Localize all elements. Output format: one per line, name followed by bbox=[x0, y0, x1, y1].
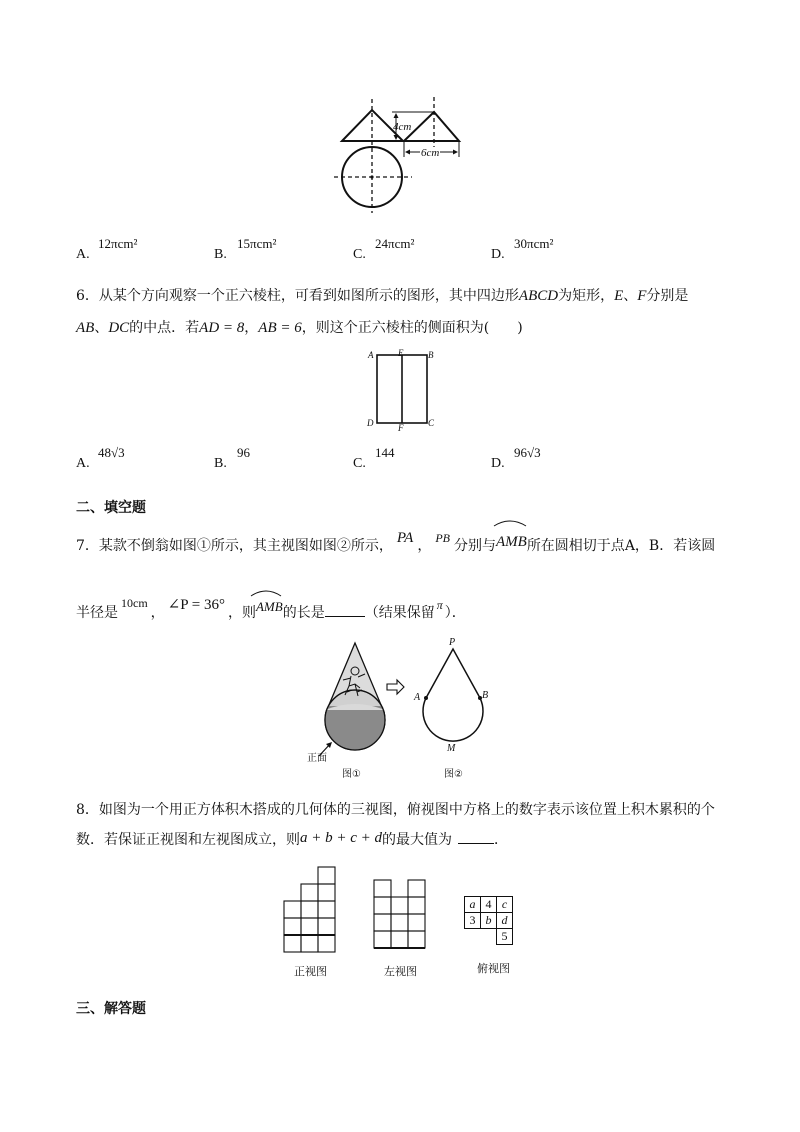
top-cell-5: 5 bbox=[497, 929, 513, 945]
q7-arc-amb-2: AMB bbox=[255, 599, 283, 614]
q5-height-label: 4cm bbox=[393, 121, 412, 133]
q5-option-b-value: 15πcm² bbox=[237, 236, 277, 251]
q8-stem-line2: 数．若保证正视图和左视图成立，则a + b + c + d的最大值为 ． bbox=[76, 830, 509, 848]
top-cell-3: 3 bbox=[465, 913, 481, 929]
q7-label-a: A bbox=[414, 692, 421, 703]
q6-option-b-letter: B. bbox=[214, 456, 227, 471]
q6-option-a-value: 48√3 bbox=[98, 445, 125, 460]
q5-option-d-letter: D. bbox=[491, 247, 505, 262]
q8-left-view bbox=[372, 878, 428, 955]
top-cell-b: b bbox=[481, 913, 497, 929]
q5-option-d-value: 30πcm² bbox=[514, 236, 554, 251]
q8-top-view-grid bbox=[464, 896, 513, 945]
top-cell-empty-1 bbox=[465, 929, 481, 945]
q6-rectangle-figure bbox=[375, 352, 431, 426]
top-cell-a: a bbox=[465, 897, 481, 913]
q6-label-a: A bbox=[368, 350, 374, 360]
q6-option-a-letter: A. bbox=[76, 456, 90, 471]
top-cell-4: 4 bbox=[481, 897, 497, 913]
q7-label-b: B bbox=[482, 690, 489, 701]
q7-front-label: 正面 bbox=[307, 753, 327, 764]
q8-front-view bbox=[282, 865, 338, 955]
q5-width-label: 6cm bbox=[421, 147, 440, 159]
q8-top-caption: 俯视图 bbox=[477, 962, 510, 975]
q7-arc-amb-1: AMB bbox=[495, 534, 527, 550]
q7-arc-mark-1 bbox=[493, 519, 527, 527]
top-cell-d: d bbox=[497, 913, 513, 929]
q8-front-caption: 正视图 bbox=[294, 965, 327, 978]
q5-option-c-value: 24πcm² bbox=[375, 236, 415, 251]
q5-option-b-letter: B. bbox=[214, 247, 227, 262]
q6-option-c-letter: C. bbox=[353, 456, 366, 471]
q7-answer-blank[interactable] bbox=[325, 616, 365, 617]
top-cell-empty-2 bbox=[481, 929, 497, 945]
section-fill-in-heading: 二、填空题 bbox=[76, 500, 146, 516]
q6-option-b-value: 96 bbox=[237, 445, 250, 460]
q6-label-f: F bbox=[398, 423, 404, 433]
top-cell-c: c bbox=[497, 897, 513, 913]
q7-stem-line1: 7．某款不倒翁如图①所示，其主视图如图②所示， PA ， PB 分别与AMB所在圆相切于点A，B．若该圆 bbox=[76, 530, 716, 554]
q6-label-b: B bbox=[428, 350, 434, 360]
q6-label-e: E bbox=[398, 348, 404, 358]
q6-stem-line2: AB、DC的中点．若AD = 8，AB = 6，则这个正六棱柱的侧面积为( ) bbox=[76, 320, 523, 336]
q5-option-c-letter: C. bbox=[353, 247, 366, 262]
q6-stem-line1: 6．从某个方向观察一个正六棱柱，可看到如图所示的图形，其中四边形ABCD为矩形，E、F分别是 bbox=[76, 288, 689, 304]
q5-figure bbox=[330, 95, 465, 215]
q6-option-c-value: 144 bbox=[375, 445, 395, 460]
q6-label-d: D bbox=[367, 418, 374, 428]
q8-answer-blank[interactable] bbox=[458, 843, 494, 844]
q8-left-caption: 左视图 bbox=[384, 965, 417, 978]
q7-label-p: P bbox=[449, 637, 456, 648]
q7-label-m: M bbox=[447, 743, 456, 754]
q6-label-c: C bbox=[428, 418, 435, 428]
q8-stem-line1: 8．如图为一个用正方体积木搭成的几何体的三视图，俯视图中方格上的数字表示该位置上积木累积的个 bbox=[76, 802, 715, 818]
q7-caption-2: 图② bbox=[444, 769, 463, 780]
q7-caption-1: 图① bbox=[342, 769, 361, 780]
section-answer-heading: 三、解答题 bbox=[76, 1001, 146, 1017]
q6-option-d-value: 96√3 bbox=[514, 445, 541, 460]
q6-option-d-letter: D. bbox=[491, 456, 505, 471]
q7-tumbler-figure bbox=[305, 640, 405, 765]
q7-stem-line2: 半径是10cm， ∠P = 36° ，则AMB的长是 （结果保留 π ）． bbox=[76, 596, 466, 621]
q7-transform-arrow bbox=[387, 680, 404, 694]
q7-arc-mark-2 bbox=[250, 589, 282, 597]
q5-option-a-letter: A. bbox=[76, 247, 90, 262]
q5-option-a-value: 12πcm² bbox=[98, 236, 138, 251]
